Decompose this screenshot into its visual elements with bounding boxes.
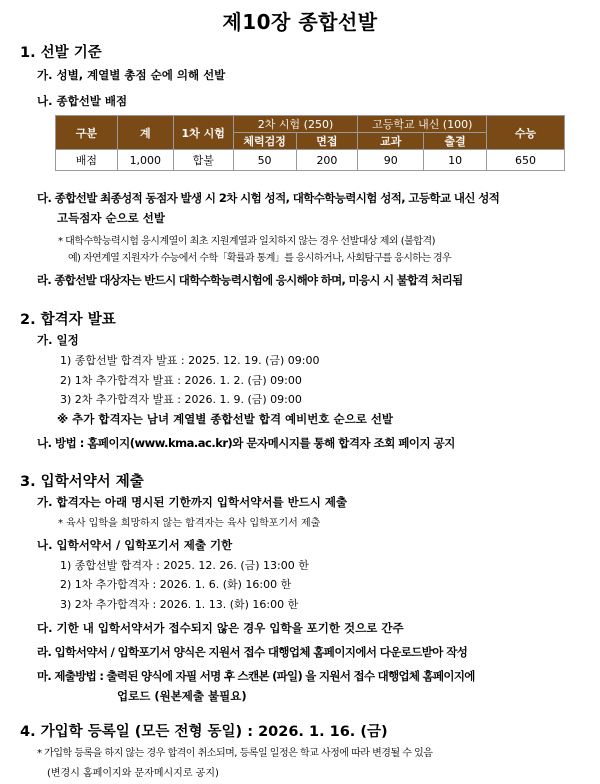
deadline-item: 1) 종합선발 합격자 : 2025. 12. 26. (금) 13:00 한	[60, 559, 309, 572]
section-1-item-na: 나. 종합선발 배점	[37, 94, 128, 108]
table-cell: 200	[296, 150, 358, 171]
schedule-item: 3) 2차 추가합격자 발표 : 2026. 1. 9. (금) 09:00	[60, 393, 302, 406]
section-1-item-ga: 가. 성별, 계열별 총점 순에 의해 선발	[37, 68, 226, 82]
section-4-note: * 가입학 등록을 하지 않는 경우 합격이 취소되며, 등록일 일정은 학교 사정에 따라 변경될 수 있음	[37, 748, 433, 759]
section-3-item-ra: 라. 입학서약서 / 입학포기서 양식은 지원서 접수 대행업체 홈페이지에서 다운로드받아 작성	[37, 645, 468, 659]
header-attendance: 출결	[424, 133, 487, 150]
section-2-item-na: 나. 방법 : 홈페이지(www.kma.ac.kr)와 문자메시지를 통해 합격자 조회 페이지 공지	[37, 436, 455, 450]
section-3-item-da: 다. 기한 내 입학서약서가 접수되지 않은 경우 입학을 포기한 것으로 간주	[37, 621, 404, 635]
section-4-heading: 4. 가입학 등록일 (모든 전형 동일) : 2026. 1. 16. (금)	[20, 724, 388, 740]
section-2-item-ga: 가. 일정	[37, 333, 79, 347]
section-2-note: ※ 추가 합격자는 남녀 계열별 종합선발 합격 예비번호 순으로 선발	[57, 412, 394, 426]
score-table	[55, 115, 565, 171]
header-interview: 면접	[296, 133, 358, 150]
header-gubun: 구분	[56, 116, 118, 150]
header-suneung: 수능	[487, 116, 565, 150]
header-fitness: 체력검정	[233, 133, 296, 150]
section-3-item-ma-cont: 업로드 (원본제출 불필요)	[117, 689, 247, 703]
schedule-item: 1) 종합선발 합격자 발표 : 2025. 12. 19. (금) 09:00	[60, 354, 320, 367]
table-cell: 90	[358, 150, 424, 171]
section-2-heading: 2. 합격자 발표	[20, 312, 116, 328]
page-title: 제10장 종합선발	[222, 10, 378, 34]
section-3-note: * 육사 입학을 희망하지 않는 합격자는 육사 입학포기서 제출	[58, 518, 321, 529]
table-cell: 배점	[56, 150, 118, 171]
header-school-record: 고등학교 내신 (100)	[358, 116, 487, 133]
table-row	[56, 150, 565, 171]
deadline-item: 2) 1차 추가합격자 : 2026. 1. 6. (화) 16:00 한	[60, 578, 292, 591]
section-1-item-da: 다. 종합선발 최종성적 동점자 발생 시 2차 시험 성적, 대학수학능력시험 성적, 고등학교 내신 성적	[37, 191, 500, 205]
section-3-item-ga: 가. 합격자는 아래 명시된 기한까지 입학서약서를 반드시 제출	[37, 495, 348, 509]
table-cell: 50	[233, 150, 296, 171]
header-second-exam: 2차 시험 (250)	[233, 116, 358, 133]
table-cell: 10	[424, 150, 487, 171]
table-cell: 합불	[173, 150, 233, 171]
header-first-exam: 1차 시험	[173, 116, 233, 150]
schedule-item: 2) 1차 추가합격자 발표 : 2026. 1. 2. (금) 09:00	[60, 374, 302, 387]
table-cell: 1,000	[117, 150, 173, 171]
header-grades: 교과	[358, 133, 424, 150]
section-4-note-cont: (변경시 홈페이지와 문자메시지로 공지)	[47, 768, 219, 779]
section-3-heading: 3. 입학서약서 제출	[20, 474, 144, 490]
section-1-note: * 대학수학능력시험 응시계열이 최초 지원계열과 일치하지 않는 경우 선발대상 제외 (불합격)	[58, 236, 436, 247]
header-total: 계	[117, 116, 173, 150]
table-cell: 650	[487, 150, 565, 171]
section-1-item-da-cont: 고득점자 순으로 선발	[57, 211, 165, 225]
section-1-heading: 1. 선발 기준	[20, 45, 102, 61]
section-3-item-na: 나. 입학서약서 / 입학포기서 제출 기한	[37, 538, 233, 552]
section-3-item-ma: 마. 제출방법 : 출력된 양식에 자필 서명 후 스캔본 (파일) 을 지원서 접수 대행업체 홈페이지에	[37, 669, 475, 683]
deadline-item: 3) 2차 추가합격자 : 2026. 1. 13. (화) 16:00 한	[60, 598, 299, 611]
section-1-item-ra: 라. 종합선발 대상자는 반드시 대학수학능력시험에 응시해야 하며, 미응시 시 불합격 처리됨	[37, 273, 463, 287]
section-1-note-example: 예) 자연계열 지원자가 수능에서 수학「확률과 통계」를 응시하거나, 사회탐구를 응시하는 경우	[68, 253, 452, 264]
